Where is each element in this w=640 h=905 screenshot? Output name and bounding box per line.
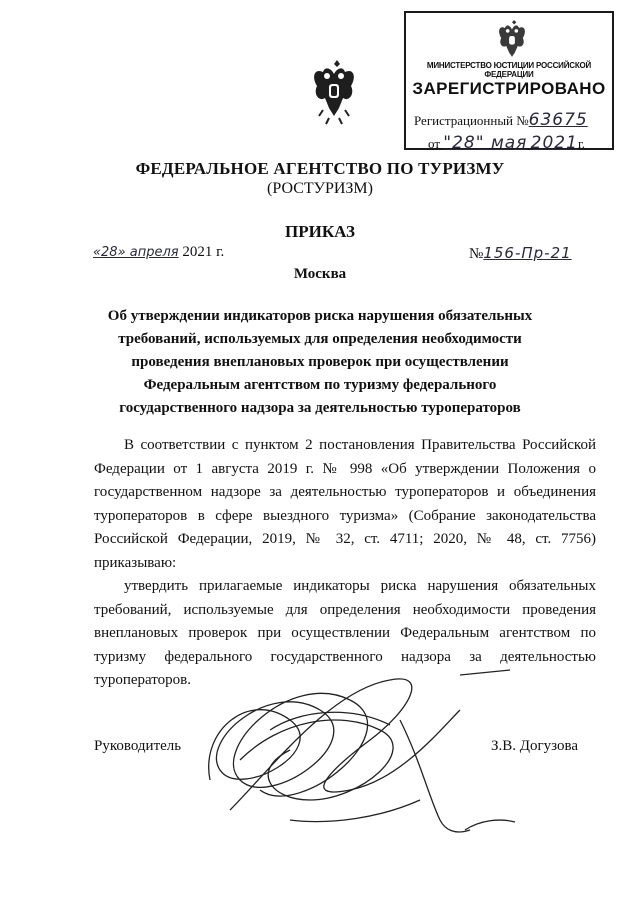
stamp-year: 2021 xyxy=(530,133,578,153)
order-number xyxy=(469,244,572,263)
document-title: ПРИКАЗ xyxy=(285,222,355,241)
order-date-year: 2021 г. xyxy=(178,244,225,260)
stamp-ministry: МИНИСТЕРСТВО ЮСТИЦИИ РОССИЙСКОЙ ФЕДЕРАЦИИ xyxy=(426,61,592,79)
handwritten-signature-icon xyxy=(180,650,520,850)
order-subject: Об утверждении индикаторов риска нарушения обязательных требований, используемых для определения необходимости проведения внеплановых проверок при осуществлении Федеральным агентством по туризму федерального государственного надзора за деятельностью туроператоров xyxy=(107,308,533,416)
agency-abbreviation: (РОСТУРИЗМ) xyxy=(267,180,373,197)
city: Москва xyxy=(293,266,347,282)
stamp-coat-of-arms-icon xyxy=(494,19,530,63)
stamp-reg-label: Регистрационный № xyxy=(414,113,529,128)
stamp-reg-number-line xyxy=(414,110,588,130)
stamp-date-prefix: от xyxy=(428,136,441,151)
order-number-prefix: № xyxy=(469,246,484,262)
body-paragraph-1: В соответствии с пунктом 2 постановления Правительства Российской Федерации от 1 августа 2019 г. № 998 «Об утверждении Положения о государственном надзоре за деятельностью туроператоров и объединения туроператоров в сфере выездного туризма» (Собрание законодательства Российской Федерации, 2019, № 32, ст. 4711; 2020, № 48, ст. 7756) приказываю: xyxy=(94,437,596,571)
coat-of-arms-icon xyxy=(309,58,359,128)
stamp-date: "28" мая xyxy=(443,133,528,153)
order-number-handwritten: 156-Пр-21 xyxy=(483,244,572,262)
order-date-handwritten: 28» апреля xyxy=(101,245,179,260)
order-date-open: « xyxy=(93,245,102,260)
stamp-reg-number: 63675 xyxy=(528,110,588,130)
stamp-date-suffix: г. xyxy=(577,136,586,151)
order-date xyxy=(93,244,224,261)
stamp-registered: ЗАРЕГИСТРИРОВАНО xyxy=(412,79,606,98)
stamp-date-line xyxy=(428,133,585,153)
body-paragraph-2: утвердить прилагаемые индикаторы риска нарушения обязательных требований, используемые для определения необходимости проведения внеплановых проверок при осуществлении Федеральным агентством по туризму федерального государственного надзора за деятельностью туроператоров. xyxy=(94,578,596,688)
signatory-name: З.В. Догузова xyxy=(491,738,579,754)
registration-stamp xyxy=(404,11,614,153)
signatory-role: Руководитель xyxy=(94,738,182,754)
agency-name: ФЕДЕРАЛЬНОЕ АГЕНТСТВО ПО ТУРИЗМУ xyxy=(135,159,505,178)
